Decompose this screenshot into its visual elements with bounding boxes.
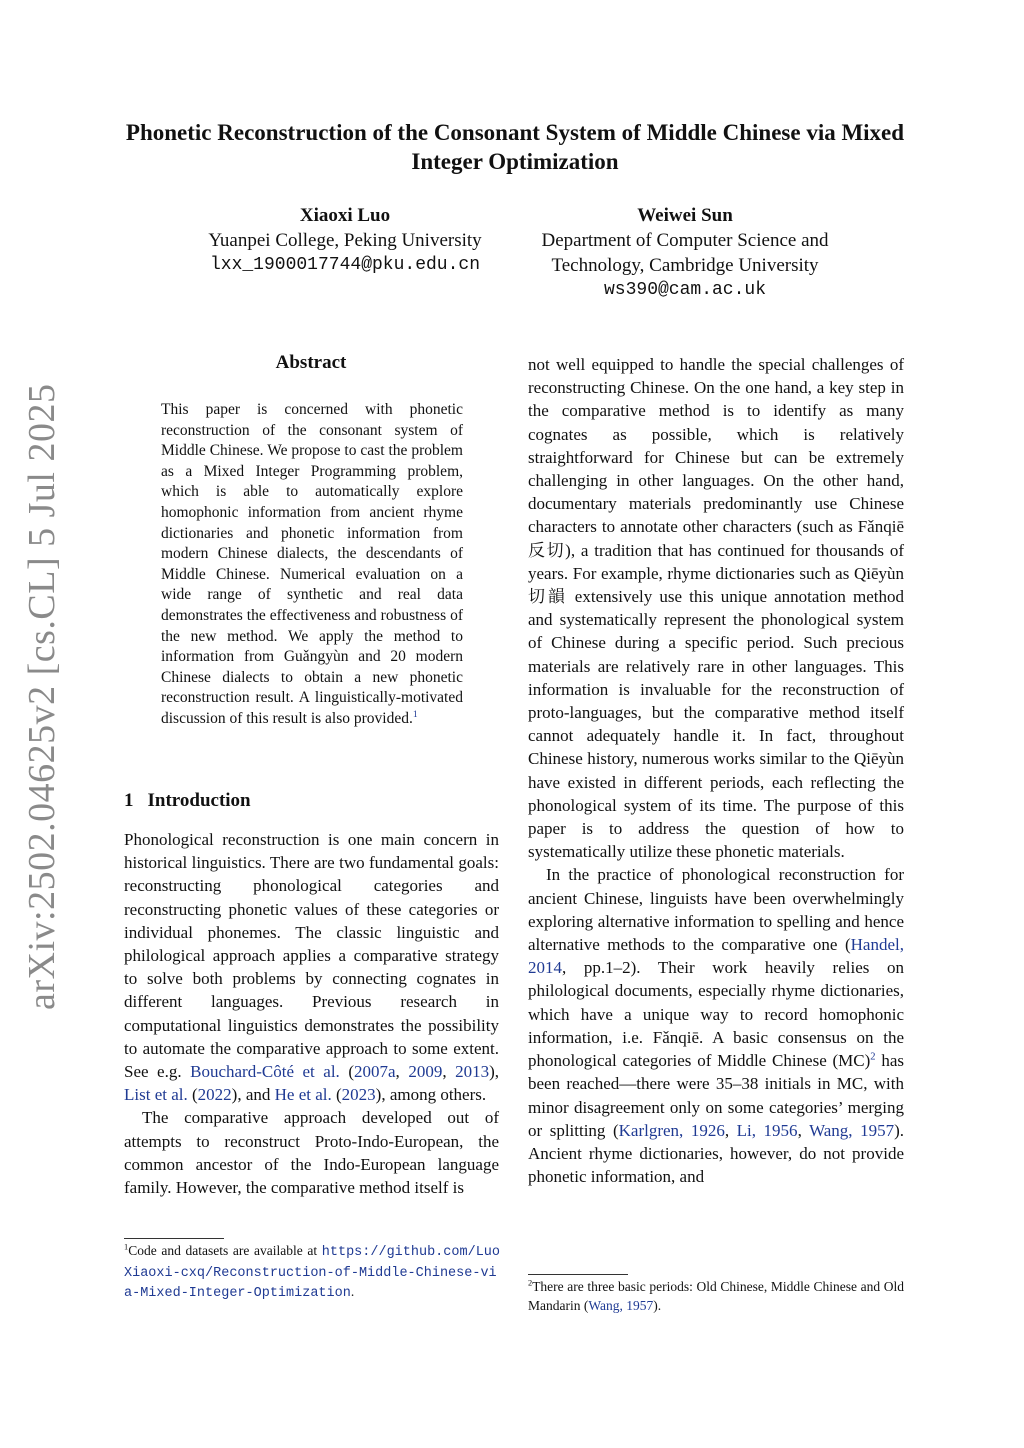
citation-link[interactable]: Wang, 1957 (588, 1297, 654, 1313)
text-run: Phonological reconstruction is one main concern in historical linguistics. There are two fundamental goals: reconstructing phonological categories and reconstructing phonetic values of these categories or individual phonemes. The classic linguistic and philological approach applies a comparative strategy to solve both problems by connecting cognates in different languages. Previous research in computational linguistics demonstrates the possibility to automate the comparative approach to some extent. See e.g. (124, 830, 499, 1082)
author-affiliation-line1: Department of Computer Science and (541, 230, 829, 251)
author-block-luo (190, 203, 500, 278)
right-column-body (528, 353, 904, 1188)
section-heading-introduction (124, 790, 251, 812)
text-run: ), (489, 1062, 499, 1082)
footnote-rule (124, 1238, 224, 1239)
text-run: ), among others. (375, 1085, 487, 1105)
footnote-rule (528, 1274, 628, 1275)
left-column-body (124, 828, 499, 1199)
abstract-body: This paper is concerned with phonetic reconstruction of the consonant system of Middle Chinese. We propose to cast the problem as a Mixed Integer Programming problem, which is able to automatically explore homophonic information from ancient rhyme dictionaries and phonetic information from modern Chinese dialects, the descendants of Middle Chinese. Numerical evaluation on a wide range of synthetic and real data demonstrates the effectiveness and robustness of the new method. We apply the method to information from Guǎngyùn and 20 modern Chinese dialects to obtain a new phonetic reconstruction result. A linguistically-motivated discussion of this result is also provided. (161, 401, 463, 727)
citation-link[interactable]: Bouchard-Côté et al. (190, 1062, 340, 1082)
text-run: ( (331, 1085, 342, 1105)
text-run: , pp.1–2). Their work heavily relies on philological documents, especially rhyme dictionaries, which have a unique way to record homophonic information, i.e. Fǎnqiē. A basic consensus on the phonological categories of Middle Chinese (MC) (528, 958, 904, 1071)
footnote-number: 2 (528, 1278, 533, 1288)
author-affiliation-line2: Technology, Cambridge University (551, 255, 819, 276)
author-email[interactable]: lxx_1900017744@pku.edu.cn (209, 255, 481, 275)
text-run: ). Ancient rhyme dictionaries, however, do not provide phonetic information, and (528, 1120, 905, 1187)
text-run: , (395, 1062, 409, 1082)
citation-link[interactable]: 2013 (455, 1062, 490, 1082)
citation-link[interactable]: Handel, 2014 (528, 935, 904, 978)
abstract-heading: Abstract (275, 352, 347, 373)
citation-link[interactable]: 2022 (197, 1085, 232, 1105)
intro-paragraph-3: not well equipped to handle the special challenges of reconstructing Chinese. On the one hand, a key step in the comparative method is to identify as many cognates as possible, which is relatively straightforward for Chinese but can be extremely challenging in other languages. On the other hand, documentary materials predominantly use Chinese characters to annotate other characters (such as Fǎnqiē 反切), a tradition that has continued for thousands of years. For example, rhyme dictionaries such as Qiēyùn 切韻 extensively use this unique annotation method and systematically represent the phonological system of Chinese during a specific period. Such precious materials are relatively rare in other languages. This information is invaluable for the reconstruction of proto-languages, but the comparative method itself cannot adequately handle it. In fact, throughout Chinese history, numerous works similar to the Qiēyùn have existed in different periods, each reflecting the phonological system of its time. The purpose of this paper is to address the question of how to systematically utilize these phonetic materials. (528, 355, 904, 862)
footnote-mark-1[interactable]: 1 (412, 708, 418, 720)
footnote-text: Code and datasets are available at (128, 1243, 322, 1258)
footnote-mark-2[interactable]: 2 (870, 1051, 876, 1063)
text-run: ), and (231, 1085, 275, 1105)
footnote-text: There are three basic periods: Old Chinese, Middle Chinese and Old Mandarin ( (528, 1279, 904, 1313)
repository-link[interactable]: https://github.com/LuoXiaoxi-cxq/Reconstruction-of-Middle-Chinese-via-Mixed-Integer-Optimization (124, 1245, 500, 1301)
abstract-text (161, 400, 463, 730)
author-block-sun (525, 203, 845, 303)
author-name: Weiwei Sun (637, 205, 733, 226)
footnote-2 (528, 1278, 904, 1315)
intro-paragraph-2: The comparative approach developed out of attempts to reconstruct Proto-Indo-European, the common ancestor of the Indo-European language family. However, the comparative method itself is (124, 1108, 499, 1198)
citation-link[interactable]: Li, 1956 (736, 1120, 798, 1140)
citation-link[interactable]: He et al. (274, 1085, 332, 1105)
citation-link[interactable]: Karlgren, 1926 (618, 1120, 725, 1140)
citation-link[interactable]: List et al. (124, 1085, 188, 1105)
citation-link[interactable]: 2007a (354, 1062, 396, 1082)
text-run: , (442, 1062, 456, 1082)
text-run: has been reached—there were 35–38 initials in MC, with minor disagreement only on some categories’ merging or splitting ( (528, 1051, 904, 1140)
text-run: ). (653, 1297, 662, 1313)
citation-link[interactable]: Wang, 1957 (809, 1120, 895, 1140)
citation-link[interactable]: 2023 (341, 1085, 376, 1105)
author-affiliation: Yuanpei College, Peking University (208, 230, 482, 251)
section-title: Introduction (147, 790, 251, 811)
intro-paragraph-4 (528, 863, 904, 1188)
intro-paragraph-1 (124, 828, 499, 1106)
text-run: ( (187, 1085, 198, 1105)
footnote-number: 1 (124, 1242, 129, 1252)
text-run: , (724, 1120, 737, 1140)
text-run: ( (339, 1062, 354, 1082)
text-run: , (797, 1120, 810, 1140)
citation-link[interactable]: 2009 (408, 1062, 443, 1082)
section-number: 1 (124, 790, 134, 811)
footnote-1 (124, 1242, 500, 1304)
author-email[interactable]: ws390@cam.ac.uk (603, 280, 767, 300)
paper-title: Phonetic Reconstruction of the Consonant System of Middle Chinese via Mixed Integer Optimization (125, 120, 905, 174)
author-name: Xiaoxi Luo (299, 205, 391, 226)
arxiv-identifier: arXiv:2502.04625v2 [cs.CL] 5 Jul 2025 (21, 383, 63, 1010)
text-run: . (350, 1284, 355, 1299)
text-run: In the practice of phonological reconstruction for ancient Chinese, linguists have been overwhelmingly exploring alternative information to spelling and hence alternative methods to the comparative one ( (528, 865, 904, 955)
